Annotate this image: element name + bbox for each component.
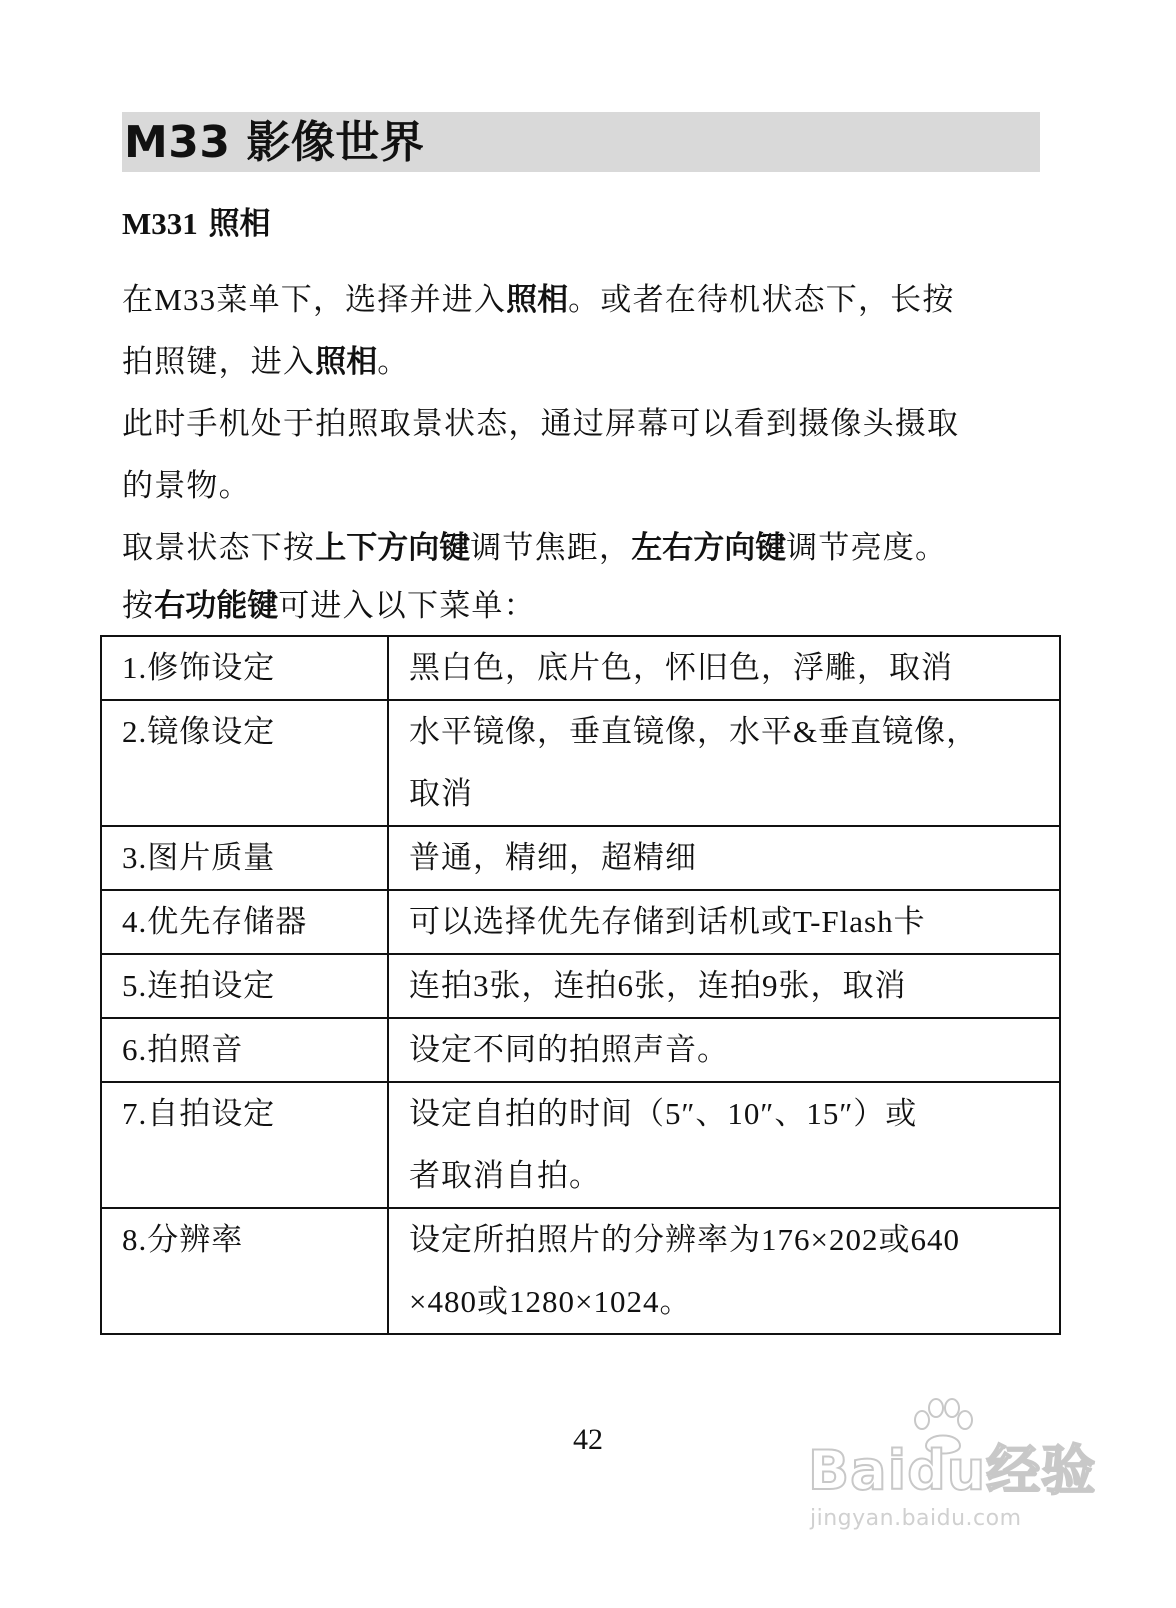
text-run: 可进入以下菜单： — [278, 588, 536, 623]
menu-item-name: 1.修饰设定 — [101, 636, 388, 700]
menu-item-name: 3.图片质量 — [101, 826, 388, 890]
subsection-code: M331 — [122, 206, 198, 241]
description-line: 设定自拍的时间（5″、10″、15″）或 — [409, 1096, 918, 1131]
description-line: 黑白色，底片色，怀旧色，浮雕，取消 — [409, 650, 953, 685]
subsection-label: 照相 — [208, 206, 271, 242]
camera-menu-table — [100, 635, 1061, 1335]
menu-item-name: 5.连拍设定 — [101, 954, 388, 1018]
description-line: 者取消自拍。 — [409, 1158, 601, 1193]
bold-term-camera: 照相 — [315, 344, 378, 380]
description-line: 连拍3张，连拍6张，连拍9张，取消 — [409, 968, 907, 1003]
table-row — [101, 826, 1060, 890]
bold-term-right-function-key: 右功能键 — [154, 588, 279, 624]
table-row — [101, 954, 1060, 1018]
watermark-logo-text: Baidu经验 — [808, 1439, 1097, 1502]
text-run: 在M33菜单下，选择并进入 — [122, 282, 507, 317]
menu-item-name: 8.分辨率 — [101, 1208, 388, 1334]
description-line: 可以选择优先存储到话机或T-Flash卡 — [409, 904, 926, 939]
table-row — [101, 1018, 1060, 1082]
text-run: 取景状态下按 — [122, 530, 316, 565]
description-line: ×480或1280×1024。 — [409, 1284, 692, 1319]
text-run: 按 — [122, 588, 155, 623]
paragraph-3-line-2 — [122, 584, 536, 628]
watermark-url: jingyan.baidu.com — [810, 1506, 1022, 1531]
baidu-jingyan-watermark — [808, 1398, 1097, 1548]
table-row — [101, 636, 1060, 700]
subsection-title — [122, 202, 271, 246]
menu-item-description — [388, 890, 1060, 954]
menu-item-description — [388, 954, 1060, 1018]
table-row — [101, 700, 1060, 826]
menu-item-name: 4.优先存储器 — [101, 890, 388, 954]
table-row — [101, 1208, 1060, 1334]
bold-term-camera: 照相 — [506, 282, 569, 318]
menu-item-description — [388, 1018, 1060, 1082]
menu-item-description — [388, 1082, 1060, 1208]
paragraph-1-line-2 — [122, 340, 409, 384]
paragraph-1-line-1 — [122, 278, 955, 322]
page-number: 42 — [573, 1423, 603, 1456]
menu-item-description — [388, 1208, 1060, 1334]
bold-term-left-right-key: 左右方向键 — [631, 530, 787, 566]
text-run: 调节亮度。 — [786, 530, 948, 565]
text-run: 调节焦距， — [470, 530, 632, 565]
description-line: 水平镜像，垂直镜像，水平&垂直镜像， — [409, 714, 979, 749]
bold-term-up-down-key: 上下方向键 — [315, 530, 471, 566]
description-line: 取消 — [409, 776, 473, 811]
text-run: 拍照键，进入 — [122, 344, 316, 379]
menu-item-description — [388, 636, 1060, 700]
menu-item-description — [388, 700, 1060, 826]
menu-item-name: 6.拍照音 — [101, 1018, 388, 1082]
paragraph-2-line-2: 的景物。 — [122, 468, 251, 503]
menu-item-name: 7.自拍设定 — [101, 1082, 388, 1208]
paragraph-3-line-1 — [122, 526, 947, 570]
table-row — [101, 890, 1060, 954]
text-run: 。或者在待机状态下，长按 — [568, 282, 955, 317]
text-run: 。 — [377, 344, 410, 379]
description-line: 设定所拍照片的分辨率为176×202或640 — [409, 1222, 960, 1257]
paragraph-2-line-1: 此时手机处于拍照取景状态，通过屏幕可以看到摄像头摄取 — [122, 406, 960, 441]
description-line: 设定不同的拍照声音。 — [409, 1032, 729, 1067]
table-row — [101, 1082, 1060, 1208]
description-line: 普通，精细，超精细 — [409, 840, 697, 875]
menu-item-description — [388, 826, 1060, 890]
menu-item-name: 2.镜像设定 — [101, 700, 388, 826]
section-title: M33 影像世界 — [122, 112, 1040, 172]
